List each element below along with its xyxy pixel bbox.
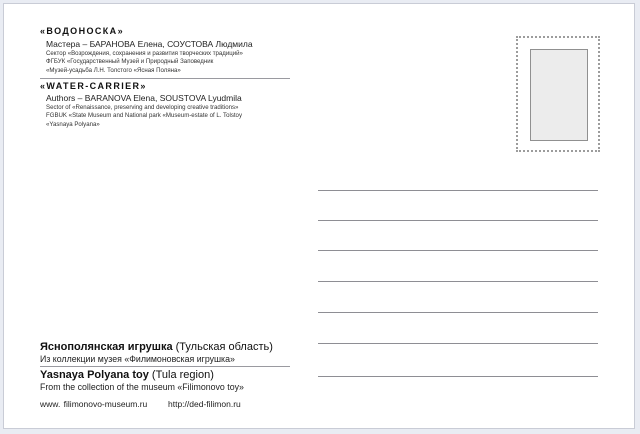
- toy-collection-en: From the collection of the museum «Filimonovo toy»: [40, 382, 244, 392]
- en-title: «WATER-CARRIER»: [40, 81, 147, 91]
- address-line: [318, 312, 598, 313]
- toy-collection-ru: Из коллекции музея «Филимоновская игрушка»: [40, 354, 235, 364]
- address-line: [318, 220, 598, 221]
- ru-info-line: «Музей-усадьба Л.Н. Толстого «Ясная Поляна»: [46, 66, 181, 74]
- toy-name-ru: Яснополянская игрушка: [40, 341, 173, 353]
- en-info-line: FGBUK «State Museum and National park «Museum-estate of L. Tolstoy: [46, 112, 242, 120]
- toy-title-ru: [40, 341, 273, 353]
- toy-name-en: Yasnaya Polyana toy: [40, 369, 149, 381]
- address-line: [318, 343, 598, 344]
- toy-title-en: [40, 369, 214, 381]
- en-info-line: «Yasnaya Polyana»: [46, 120, 100, 128]
- ru-info: [46, 50, 243, 75]
- stamp-placeholder: [516, 36, 600, 152]
- en-info: [46, 104, 242, 129]
- toy-region-en: (Tula region): [151, 369, 214, 381]
- toy-region-ru: (Тульская область): [175, 341, 273, 353]
- website-link-1: www. filimonovo-museum.ru: [40, 399, 148, 409]
- address-line: [318, 281, 598, 282]
- en-authors: Authors – BARANOVA Elena, SOUSTOVA Lyudmila: [46, 93, 242, 103]
- website-link-2: http://ded-filimon.ru: [168, 399, 241, 409]
- address-line: [318, 376, 598, 377]
- section-divider: [40, 366, 290, 367]
- ru-info-line: Сектор «Возрождения, сохранения и развития творческих традиций»: [46, 50, 243, 57]
- address-line: [318, 190, 598, 191]
- en-info-line: Sector of «Renaissance, preserving and developing creative traditions»: [46, 104, 239, 111]
- address-line: [318, 250, 598, 251]
- ru-title: «ВОДОНОСКА»: [40, 26, 124, 36]
- ru-info-line: ФГБУК «Государственный Музей и Природный Заповедник: [46, 58, 214, 66]
- section-divider: [40, 78, 290, 79]
- stamp-area: [530, 49, 588, 141]
- ru-authors: Мастера – БАРАНОВА Елена, СОУСТОВА Людмила: [46, 39, 253, 49]
